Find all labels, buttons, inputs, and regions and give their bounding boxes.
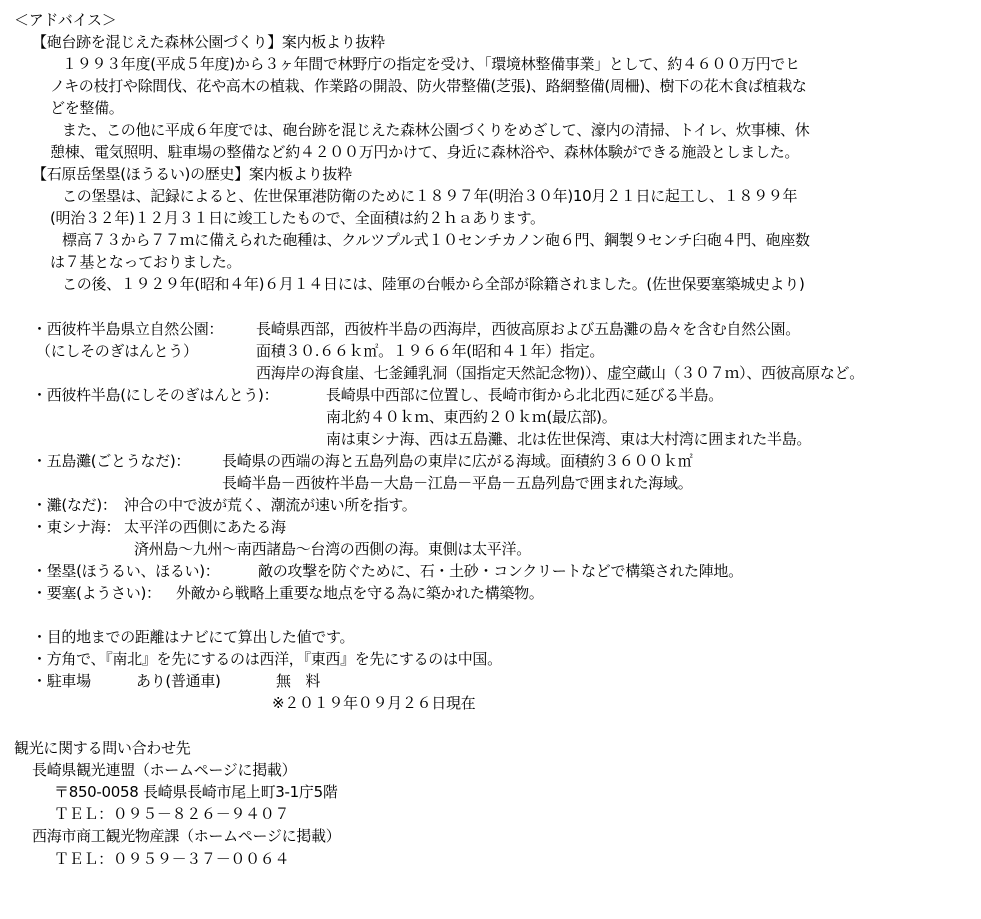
goto-term: ・五島灘(ごとうなだ)： — [32, 452, 191, 470]
contacts-heading: 観光に関する問い合わせ先 — [14, 739, 191, 757]
sign1-p2-line2: 憩棟、電気照明、駐車場の整備など約４２００万円かけて、身近に森林浴や、森林体験ができる施設としました。 — [50, 143, 800, 161]
ecs-def-line1: 太平洋の西側にあたる海 — [124, 518, 286, 536]
nada-def: 沖合の中で波が荒く、潮流が速い所を指す。 — [124, 496, 417, 514]
sign2-p1-line2: (明治３２年)１２月３１日に竣工したもので、全面積は約２ｈａあります。 — [50, 209, 545, 227]
org1-address: 〒850-0058 長崎県長崎市尾上町3-1庁5階 — [54, 783, 338, 801]
ecs-term: ・東シナ海： — [32, 518, 121, 536]
sign2-p2-line2: は７基となっておりました。 — [50, 253, 242, 271]
org1-tel: ＴＥＬ：０９５－８２６－９４０７ — [54, 805, 290, 823]
yosai-def: 外敵から戦略上重要な地点を守る為に築かれた構築物。 — [176, 584, 544, 602]
yosai-term: ・要塞(ようさい)： — [32, 584, 161, 602]
goto-def-line1: 長崎県の西端の海と五島列島の東岸に広がる海域。面積約３６００ｋ㎡ — [222, 452, 693, 470]
park-reading: （にしそのぎはんとう） — [36, 342, 198, 360]
peninsula-def-line2: 南北約４０ｋｍ、東西約２０ｋｍ(最広部)。 — [326, 408, 617, 426]
peninsula-def-line1: 長崎県中西部に位置し、長崎市街から北北西に延びる半島。 — [326, 386, 723, 404]
peninsula-def-line3: 南は東シナ海、西は五島灘、北は佐世保湾、東は大村湾に囲まれた半島。 — [326, 430, 812, 448]
parking-fee: 無 料 — [276, 672, 321, 690]
nada-term: ・灘(なだ)： — [32, 496, 117, 514]
park-def-line3: 西海岸の海食崖、七釜鍾乳洞（国指定天然記念物)）、虚空蔵山（３０７ｍ）、西彼高原など。 — [256, 364, 864, 382]
sign2-p3: この後、１９２９年(昭和４年)６月１４日には、陸軍の台帳から全部が除籍されました。(佐世保要塞築城史より) — [62, 275, 805, 293]
note-direction: ・方角で、『南北』を先にするのは西洋，『東西』を先にするのは中国。 — [32, 650, 502, 668]
as-of-date: ※２０１９年０９月２６日現在 — [272, 694, 476, 712]
park-def-line1: 長崎県西部，西彼杵半島の西海岸，西彼高原および五島灘の島々を含む自然公園。 — [256, 320, 800, 338]
org1-name: 長崎県観光連盟（ホームページに掲載） — [32, 761, 297, 779]
sign1-p1-line3: どを整備。 — [50, 99, 124, 117]
sign2-p2-line1: 標高７３から７７ｍに備えられた砲種は、クルツプル式１０センチカノン砲６門、鋼製９センチ臼砲４門、砲座数 — [62, 231, 810, 249]
peninsula-term: ・西彼杵半島(にしそのぎはんとう)： — [32, 386, 279, 404]
parking-type: あり(普通車) — [136, 672, 221, 690]
org2-tel: ＴＥＬ：０９５９－３７－００６４ — [54, 850, 290, 868]
park-term: ・西彼杵半島県立自然公園： — [32, 320, 224, 338]
advice-header: ＜アドバイス＞ — [14, 11, 117, 29]
goto-def-line2: 長崎半島－西彼杵半島－大島－江島－平島－五島列島で囲まれた海域。 — [222, 474, 693, 492]
parking-label: ・駐車場 — [32, 672, 91, 690]
sign1-p1-line1: １９９３年度(平成５年度)から３ヶ年間で林野庁の指定を受け、「環境林整備事業」として、約４６００万円でヒ — [62, 55, 800, 73]
sign1-p2-line1: また、この他に平成６年度では、砲台跡を混じえた森林公園づくりをめざして、濠内の清掃、トイレ、炊事棟、休 — [62, 121, 810, 139]
ecs-def-line2: 済州島～九州～南西諸島～台湾の西側の海。東側は太平洋。 — [134, 540, 531, 558]
note-distance: ・目的地までの距離はナビにて算出した値です。 — [32, 628, 355, 646]
sign2-p1-line1: この堡塁は、記録によると、佐世保軍港防衛のために１８９７年(明治３０年)10月２１日に起工し、１８９９年 — [62, 187, 798, 205]
sign2-title: 【石原岳堡塁(ほうるい)の歴史】案内板より抜粋 — [32, 165, 352, 183]
org2-name: 西海市商工観光物産課（ホームページに掲載） — [32, 827, 341, 845]
sign1-title: 【砲台跡を混じえた森林公園づくり】案内板より抜粋 — [32, 33, 385, 51]
park-def-line2: 面積３０.６６ｋ㎡。１９６６年(昭和４１年）指定。 — [256, 342, 605, 360]
sign1-p1-line2: ノキの枝打や除間伐、花や高木の植栽、作業路の開設、防火帯整備(芝張)、路網整備(周柵)、樹下の花木食ぱ植栽な — [50, 77, 807, 95]
fort-def: 敵の攻撃を防ぐために、石・土砂・コンクリートなどで構築された陣地。 — [258, 562, 743, 580]
fort-term: ・堡塁(ほうるい、ほるい)： — [32, 562, 220, 580]
